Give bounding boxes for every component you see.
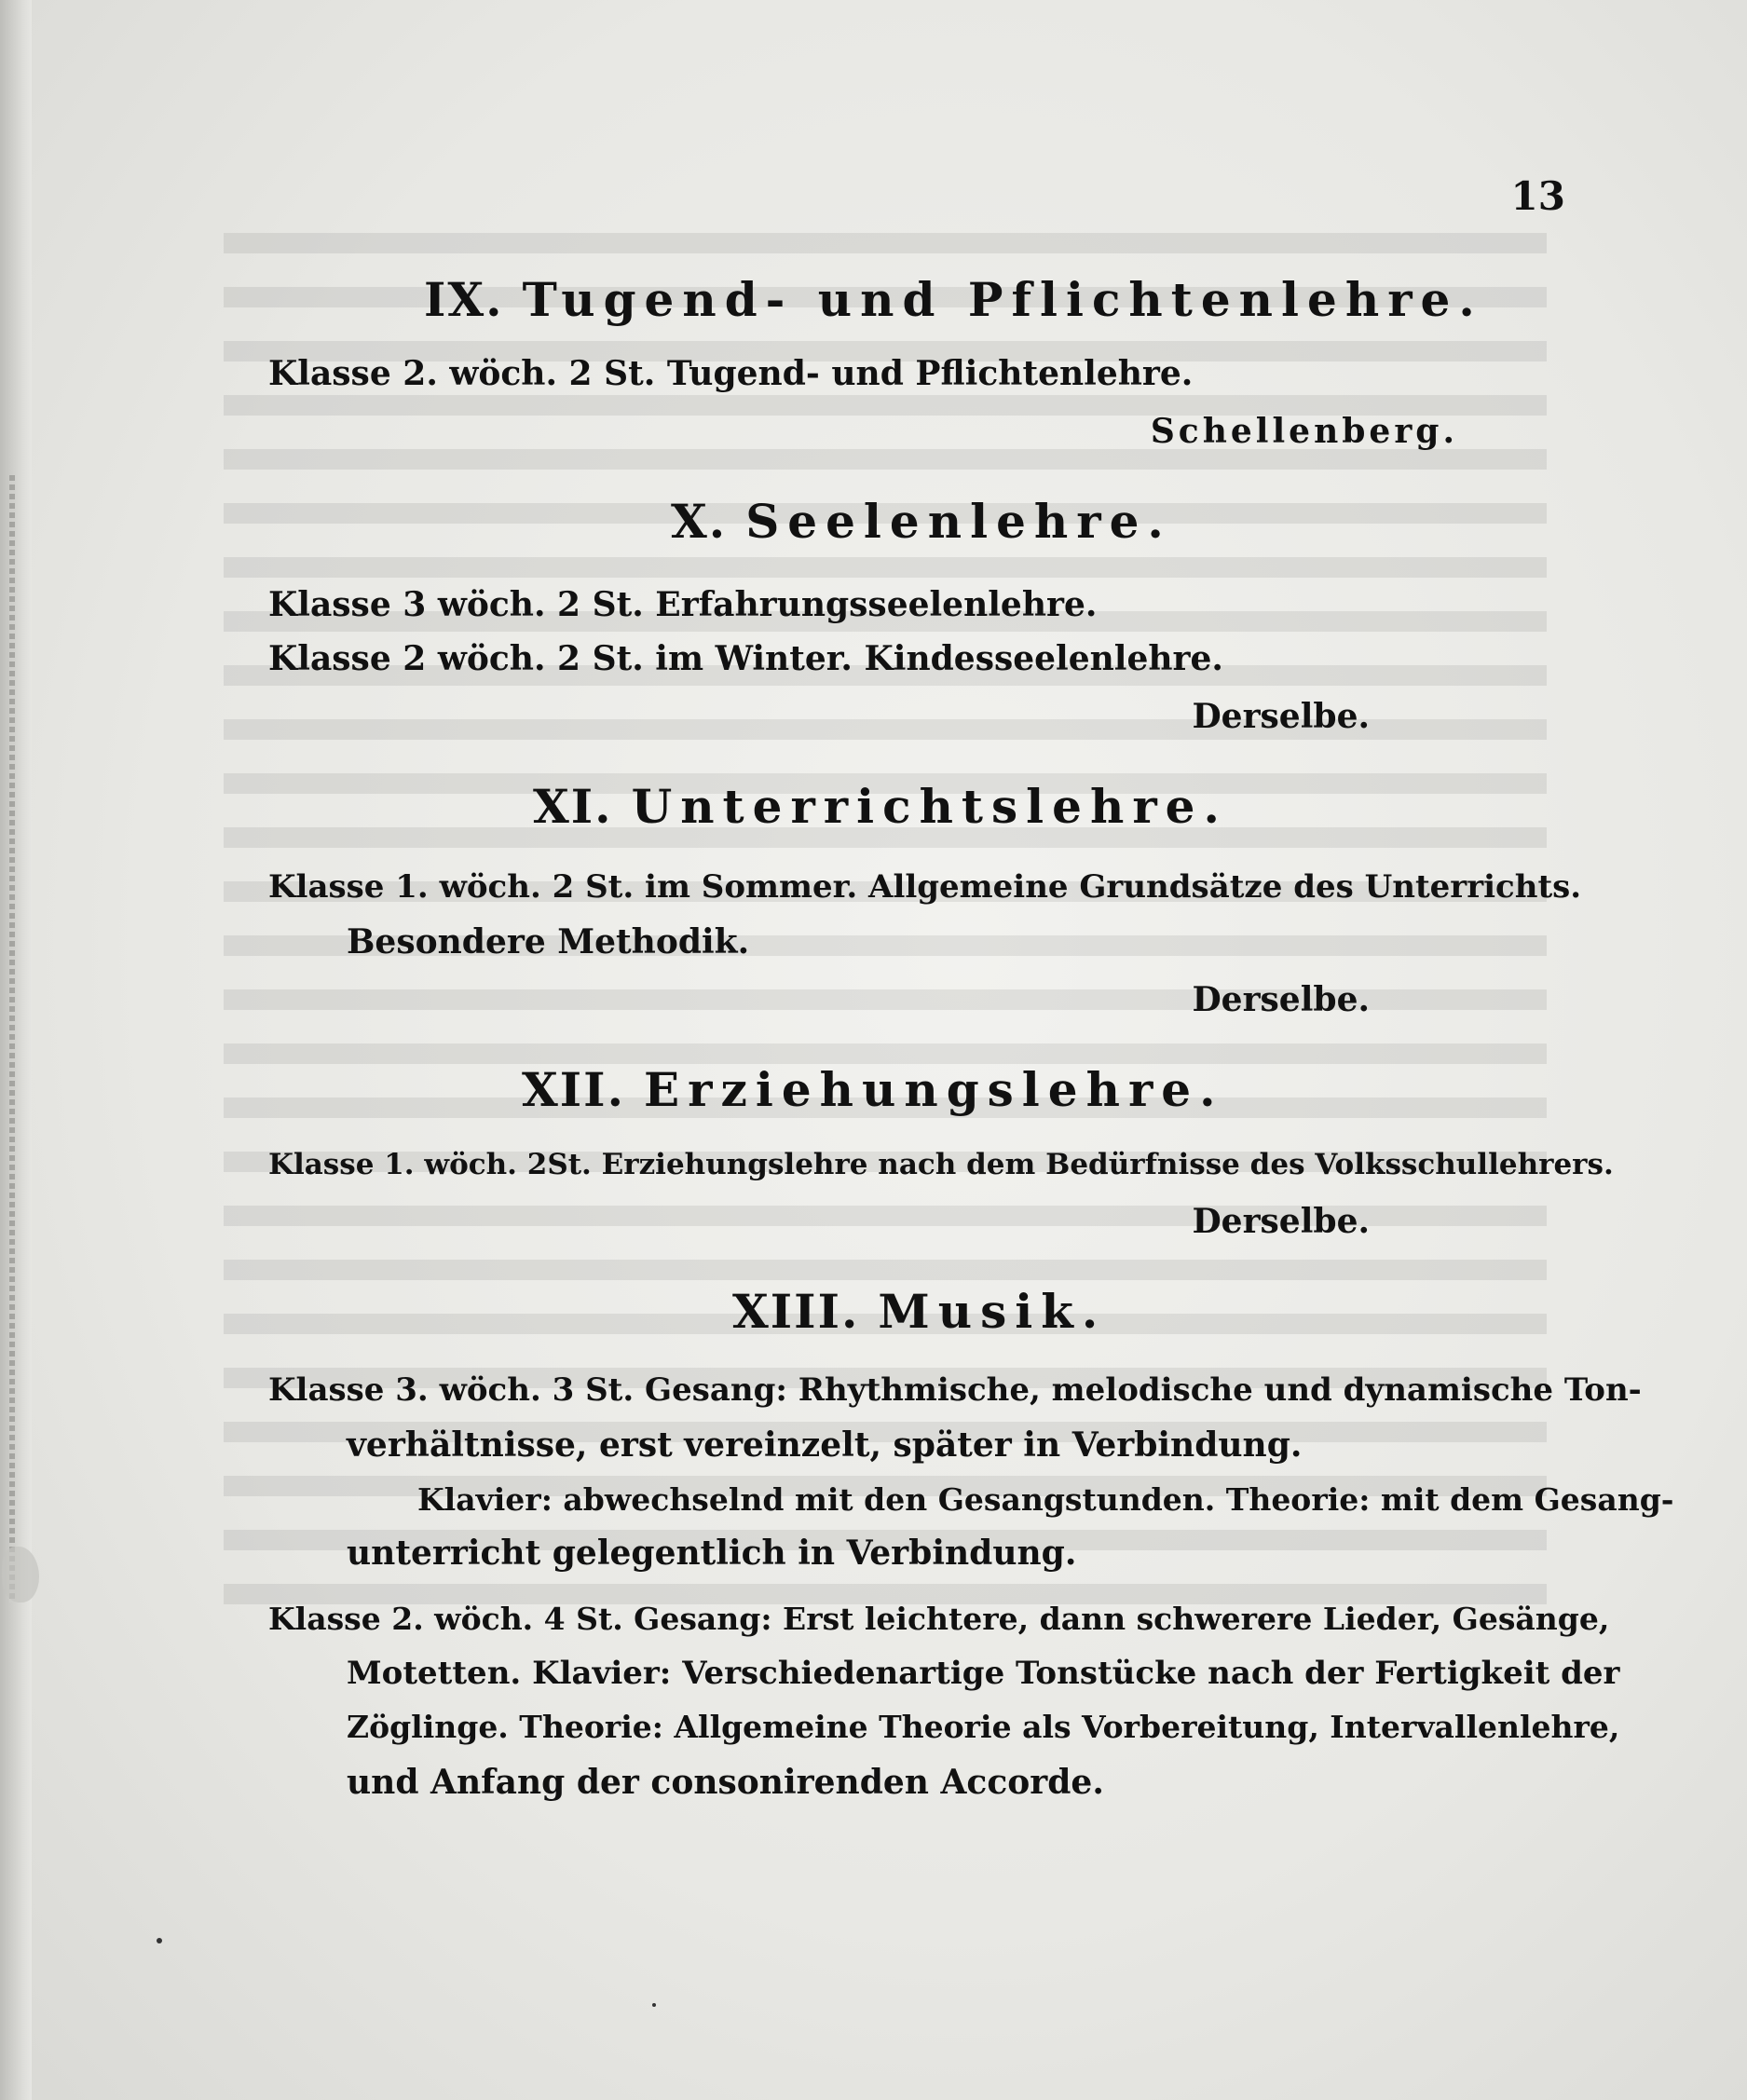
section-number: IX. xyxy=(424,272,504,327)
binding-thread-knot xyxy=(2,1547,39,1602)
text-line: Klasse 2. wöch. 2 St. Tugend- und Pflichtenlehre. xyxy=(268,354,1194,393)
text-line: Besondere Methodik. xyxy=(347,922,750,961)
text-line: Klasse 1. wöch. 2St. Erziehungslehre nach dem Bedürfnisse des Volksschullehrers. xyxy=(268,1148,1614,1181)
text-line: verhältnisse, erst vereinzelt, später in Verbindung. xyxy=(347,1425,1303,1465)
ink-speck xyxy=(157,1938,162,1943)
section-heading-ix xyxy=(424,272,1483,327)
text-line: Klasse 1. wöch. 2 St. im Sommer. Allgemeine Grundsätze des Unterrichts. xyxy=(268,868,1582,906)
section-number: X. xyxy=(671,494,728,549)
author-name: Schellenberg. xyxy=(1150,412,1458,451)
section-heading-xii xyxy=(522,1062,1224,1117)
section-title: Unterrichtslehre. xyxy=(631,779,1228,834)
section-title: Musik. xyxy=(878,1284,1107,1339)
author-name: Derselbe. xyxy=(1192,980,1370,1019)
section-heading-xi xyxy=(533,779,1228,834)
text-line: Klasse 2. wöch. 4 St. Gesang: Erst leichtere, dann schwerere Lieder, Gesänge, xyxy=(268,1601,1610,1637)
section-title: Seelenlehre. xyxy=(745,494,1172,549)
text-line: Klavier: abwechselnd mit den Gesangstunden. Theorie: mit dem Gesang- xyxy=(417,1481,1674,1518)
text-line: Zöglinge. Theorie: Allgemeine Theorie als Vorbereitung, Intervallenlehre, xyxy=(347,1709,1620,1745)
section-number: XIII. xyxy=(732,1284,860,1339)
author-name: Derselbe. xyxy=(1192,1202,1370,1241)
section-title: Tugend- und Pflichtenlehre. xyxy=(522,272,1483,327)
section-heading-xiii xyxy=(732,1284,1106,1339)
section-number: XII. xyxy=(522,1062,625,1117)
section-number: XI. xyxy=(533,779,613,834)
section-title: Erziehungslehre. xyxy=(643,1062,1224,1117)
binding-thread xyxy=(9,475,15,1602)
section-heading-x xyxy=(671,494,1172,549)
author-name: Derselbe. xyxy=(1192,697,1370,736)
text-line: Motetten. Klavier: Verschiedenartige Tonstücke nach der Fertigkeit der xyxy=(347,1655,1620,1692)
page-spine-shadow xyxy=(0,0,32,2100)
text-line: Klasse 3 wöch. 2 St. Erfahrungsseelenlehre. xyxy=(268,585,1098,624)
text-line: und Anfang der consonirenden Accorde. xyxy=(347,1763,1104,1802)
text-line: unterricht gelegentlich in Verbindung. xyxy=(347,1534,1077,1573)
ink-speck xyxy=(652,2003,656,2007)
text-line: Klasse 2 wöch. 2 St. im Winter. Kindesseelenlehre. xyxy=(268,639,1223,678)
text-line: Klasse 3. wöch. 3 St. Gesang: Rhythmische, melodische und dynamische Ton- xyxy=(268,1371,1642,1409)
page-number: 13 xyxy=(1510,173,1565,219)
